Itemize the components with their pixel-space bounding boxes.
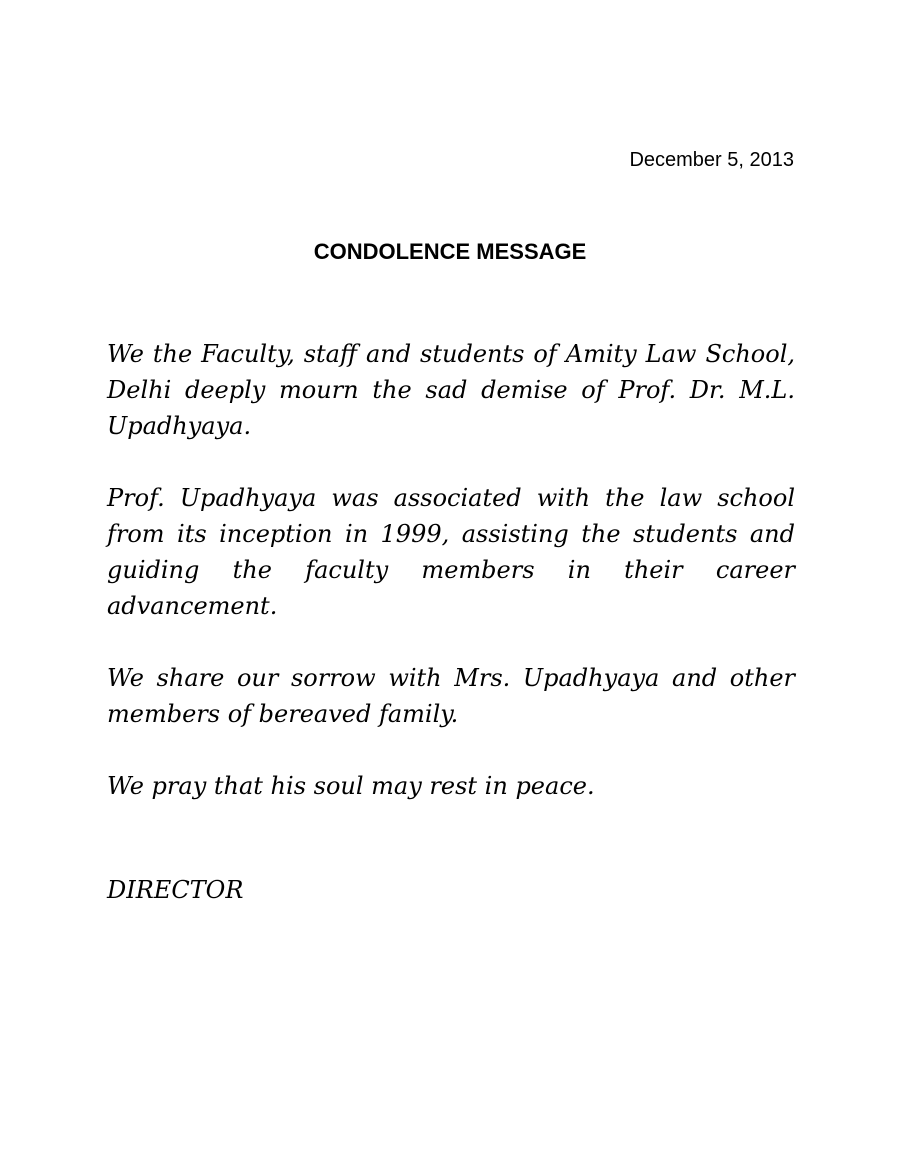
letter-date: December 5, 2013 (629, 149, 794, 171)
paragraph-sorrow: We share our sorrow with Mrs. Upadhyaya and other members of bereaved family. (107, 664, 795, 728)
signature-title: DIRECTOR (107, 876, 244, 904)
letter-heading: CONDOLENCE MESSAGE (313, 239, 587, 264)
paragraph-prayer: We pray that his soul may rest in peace. (107, 772, 595, 800)
paragraph-association: Prof. Upadhyaya was associated with the law school from its inception in 1999, assisting the students and guiding the faculty members in their career advancement. (107, 484, 795, 620)
paragraph-mourning: We the Faculty, staff and students of Amity Law School, Delhi deeply mourn the sad demise of Prof. Dr. M.L. Upadhyaya. (107, 340, 795, 440)
